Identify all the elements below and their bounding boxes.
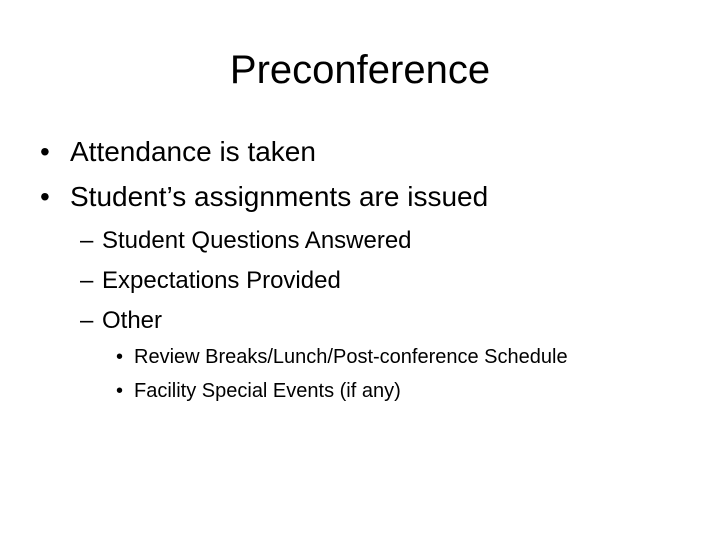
sub-bullet-marker: – — [80, 267, 94, 294]
sub-sub-bullet-text: Facility Special Events (if any) — [134, 380, 401, 402]
bullet-text: Student’s assignments are issued — [70, 181, 489, 212]
sub-bullet-text: Student Questions Answered — [102, 227, 412, 254]
bullet-marker: • — [40, 136, 50, 167]
slide-title: Preconference — [229, 48, 491, 92]
sub-sub-bullet-marker: • — [116, 380, 124, 402]
sub-bullet-marker: – — [80, 227, 94, 254]
sub-sub-bullet-marker: • — [116, 346, 124, 368]
sub-sub-bullet-text: Review Breaks/Lunch/Post-conference Schedule — [134, 346, 568, 368]
bullet-text: Attendance is taken — [70, 136, 316, 167]
bullet-marker: • — [40, 181, 50, 212]
sub-bullet-text: Expectations Provided — [102, 267, 341, 294]
sub-bullet-marker: – — [80, 307, 94, 334]
sub-bullet-text: Other — [102, 307, 163, 334]
